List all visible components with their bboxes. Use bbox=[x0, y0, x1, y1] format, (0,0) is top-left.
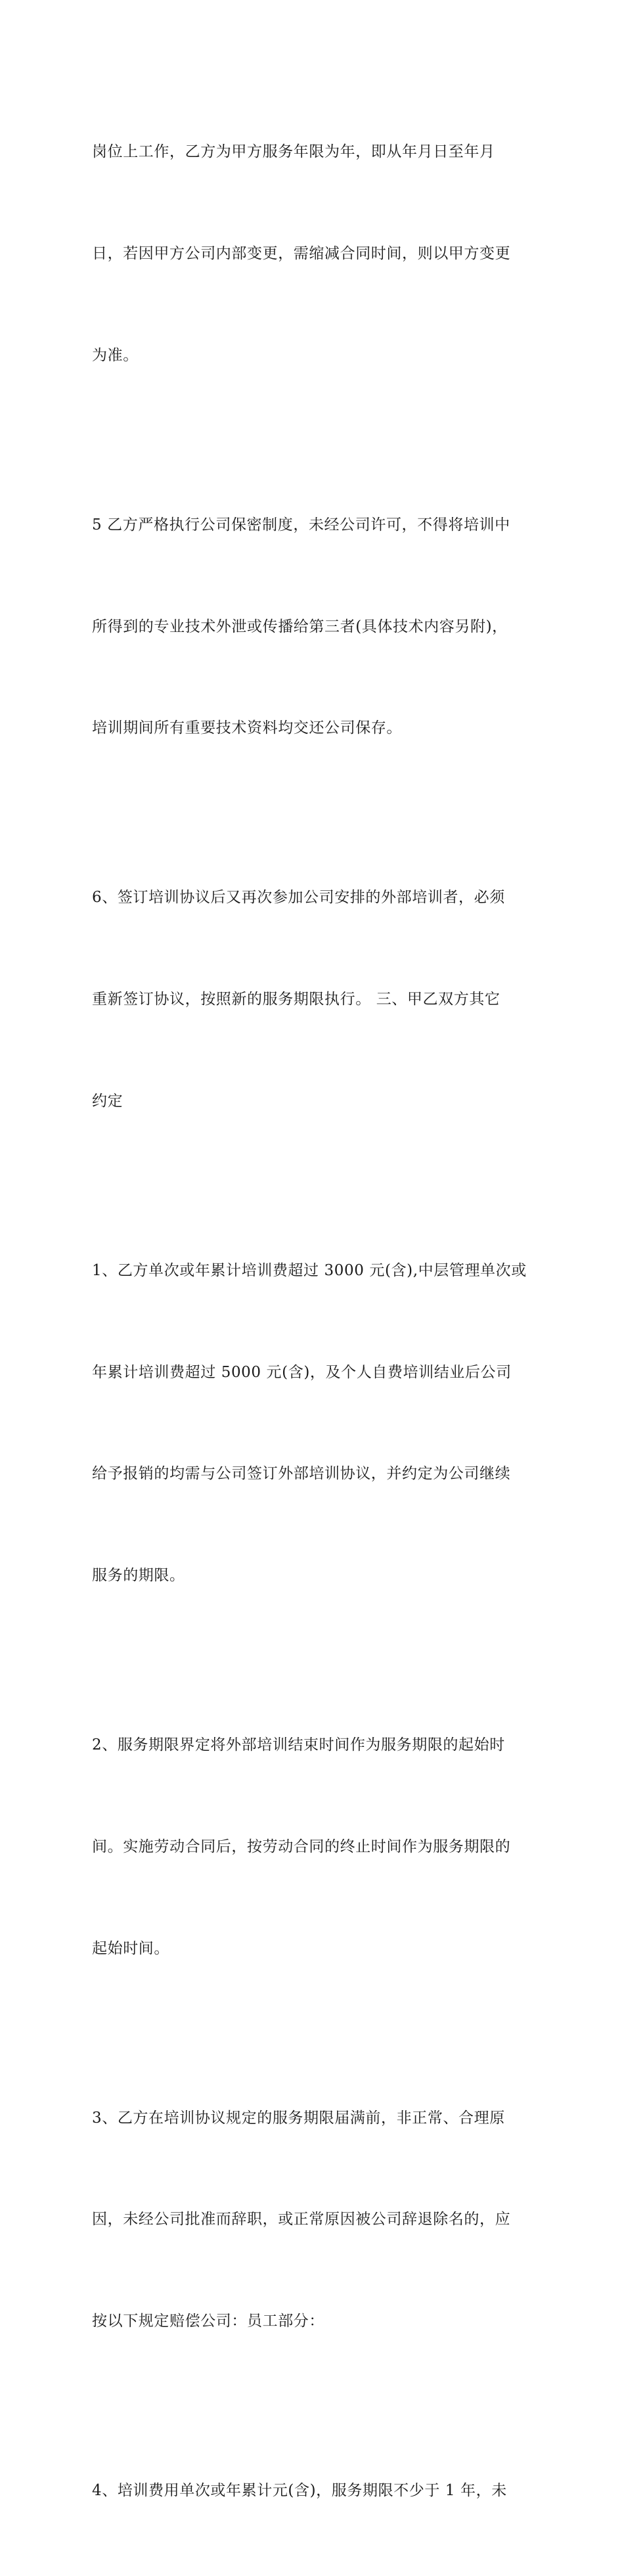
text-line: 5 乙方严格执行公司保密制度，未经公司许可，不得将培训中 bbox=[92, 516, 510, 533]
text-line: 按以下规定赔偿公司：员工部分： bbox=[92, 2313, 324, 2330]
text-line: 岗位上工作，乙方为甲方服务年限为年，即从年月日至年月 bbox=[92, 143, 495, 161]
text-line: 1、乙方单次或年累计培训费超过 3000 元(含),中层管理单次或 bbox=[92, 1261, 527, 1279]
text-line: 4、培训费用单次或年累计元(含)，服务期限不少于 1 年，未 bbox=[92, 2482, 507, 2500]
document-page bbox=[92, 68, 539, 2576]
paragraph-clause-2 bbox=[92, 1661, 539, 2034]
text-line: 重新签订协议，按照新的服务期限执行。 三、甲乙双方其它 bbox=[92, 991, 501, 1008]
text-line: 培训期间所有重要技术资料均交还公司保存。 bbox=[92, 719, 402, 737]
paragraph-clause-1 bbox=[92, 1186, 539, 1661]
paragraph-clause-6 bbox=[92, 813, 539, 1186]
text-line: 年累计培训费超过 5000 元(含)，及个人自费培训结业后公司 bbox=[92, 1363, 512, 1381]
text-line: 约定 bbox=[92, 1092, 123, 1110]
text-line: 间。实施劳动合同后，按劳动合同的终止时间作为服务期限的 bbox=[92, 1838, 511, 1855]
text-line: 3、乙方在培训协议规定的服务期限届满前，非正常、合理原 bbox=[92, 2109, 505, 2127]
text-line: 服务的期限。 bbox=[92, 1567, 185, 1585]
text-line: 日，若因甲方公司内部变更，需缩减合同时间，则以甲方变更 bbox=[92, 244, 511, 262]
text-line: 所得到的专业技术外泄或传播给第三者(具体技术内容另附)， bbox=[92, 618, 508, 635]
text-line: 给予报销的均需与公司签订外部培训协议，并约定为公司继续 bbox=[92, 1465, 511, 1483]
text-line: 起始时间。 bbox=[92, 1939, 169, 1957]
paragraph-clause-5 bbox=[92, 441, 539, 814]
text-line: 为准。 bbox=[92, 346, 139, 364]
text-line: 因，未经公司批准而辞职，或正常原因被公司辞退除名的，应 bbox=[92, 2211, 511, 2228]
paragraph-clause-3 bbox=[92, 2033, 539, 2407]
paragraph-service-term bbox=[92, 68, 539, 441]
text-line: 2、服务期限界定将外部培训结束时间作为服务期限的起始时 bbox=[92, 1736, 505, 1754]
text-line: 6、签订培训协议后又再次参加公司安排的外部培训者，必须 bbox=[92, 889, 505, 907]
paragraph-clause-4 bbox=[92, 2407, 539, 2576]
